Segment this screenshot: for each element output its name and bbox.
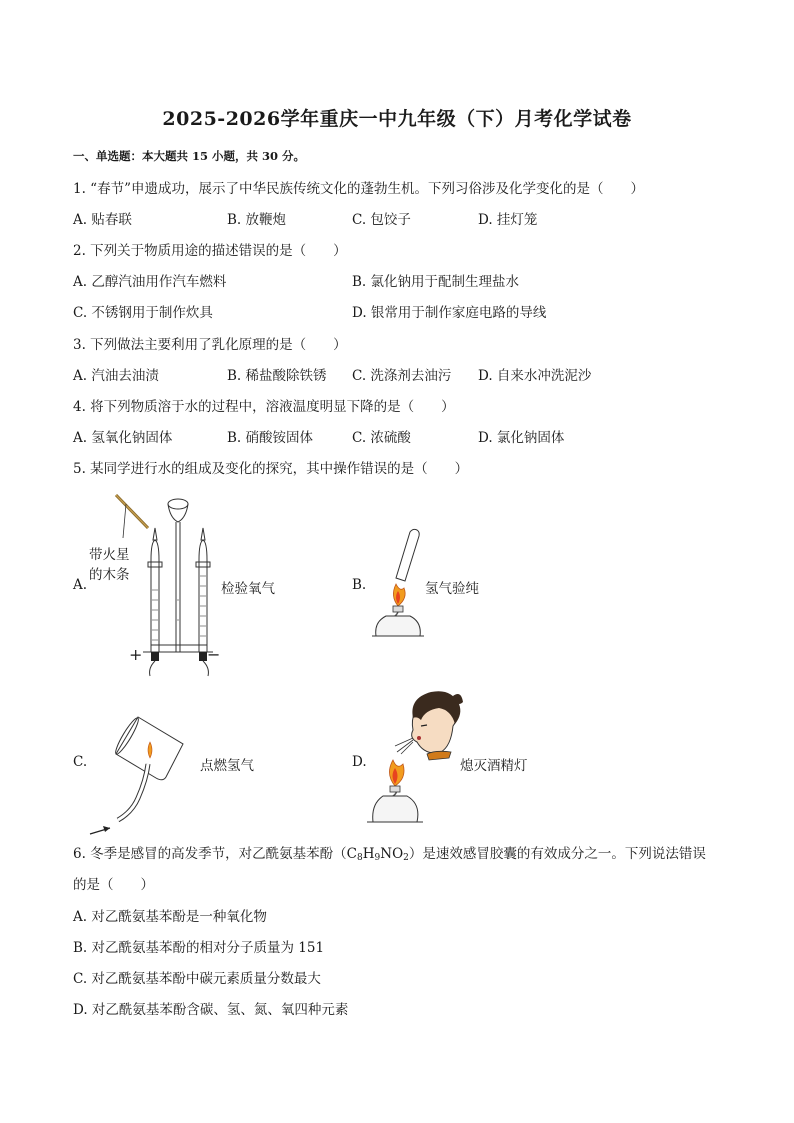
question-5-option-d-letter[interactable]: D. (352, 754, 367, 770)
glowing-splint-label-line1: 带火星 (89, 547, 130, 563)
question-6-stem-pre: 6. 冬季是感冒的高发季节，对乙酰氨基苯酚（C (73, 846, 358, 862)
formula-no: NO (380, 846, 404, 862)
question-5-stem: 5. 某同学进行水的组成及变化的探究，其中操作错误的是（ ） (73, 461, 469, 477)
question-1-stem: 1. “春节”申遗成功，展示了中华民族传统文化的蓬勃生机。下列习俗涉及化学变化的是（ ） (73, 181, 644, 197)
section-heading: 一、单选题：本大题共 15 小题，共 30 分。 (73, 149, 306, 163)
question-1-option-c[interactable]: C. 包饺子 (352, 212, 411, 228)
question-2-stem: 2. 下列关于物质用途的描述错误的是（ ） (73, 243, 347, 259)
question-4-option-b[interactable]: B. 硝酸铵固体 (227, 430, 314, 446)
question-1-option-b[interactable]: B. 放鞭炮 (227, 212, 287, 228)
question-6-option-b[interactable]: B. 对乙酰氨基苯酚的相对分子质量为 151 (73, 940, 325, 956)
question-5-option-b-caption: 氢气验纯 (425, 581, 479, 597)
question-4-option-a[interactable]: A. 氢氧化钠固体 (73, 430, 173, 446)
question-4-stem: 4. 将下列物质溶于水的过程中，溶液温度明显下降的是（ ） (73, 399, 455, 415)
question-6-option-d[interactable]: D. 对乙酰氨基苯酚含碳、氢、氮、氧四种元素 (73, 1002, 349, 1018)
question-2-option-b[interactable]: B. 氯化钠用于配制生理盐水 (352, 274, 520, 290)
hydrogen-purity-test-figure (368, 526, 428, 644)
question-2-option-d[interactable]: D. 银常用于制作家庭电路的导线 (352, 305, 547, 321)
question-5-option-c-caption: 点燃氢气 (200, 758, 254, 774)
ignite-hydrogen-figure (88, 712, 203, 837)
positive-electrode-sign: + (129, 645, 143, 664)
question-1-option-a[interactable]: A. 贴春联 (73, 212, 132, 228)
question-6-option-a[interactable]: A. 对乙酰氨基苯酚是一种氧化物 (73, 909, 267, 925)
formula-c-subscript: 8 (357, 853, 363, 863)
question-3-option-d[interactable]: D. 自来水冲洗泥沙 (478, 368, 592, 384)
question-5-option-b-letter[interactable]: B. (352, 577, 367, 593)
question-1-option-d[interactable]: D. 挂灯笼 (478, 212, 538, 228)
question-6-stem-line1 (73, 842, 706, 863)
question-6-stem-line2: 的是（ ） (73, 877, 154, 893)
question-4-option-d[interactable]: D. 氯化钠固体 (478, 430, 565, 446)
glowing-splint-label-line2: 的木条 (89, 567, 130, 583)
question-6-option-c[interactable]: C. 对乙酰氨基苯酚中碳元素质量分数最大 (73, 971, 321, 987)
question-5-option-a-caption: 检验氧气 (221, 581, 275, 597)
question-5-option-c-letter[interactable]: C. (73, 754, 88, 770)
negative-electrode-sign: − (207, 645, 221, 664)
question-3-option-a[interactable]: A. 汽油去油渍 (73, 368, 159, 384)
question-3-option-c[interactable]: C. 洗涤剂去油污 (352, 368, 452, 384)
question-4-option-c[interactable]: C. 浓硫酸 (352, 430, 411, 446)
question-2-option-a[interactable]: A. 乙醇汽油用作汽车燃料 (73, 274, 227, 290)
question-2-option-c[interactable]: C. 不锈钢用于制作炊具 (73, 305, 213, 321)
formula-h: H (362, 846, 375, 862)
page-title: 2025-2026学年重庆一中九年级（下）月考化学试卷 (162, 108, 632, 130)
question-3-stem: 3. 下列做法主要利用了乳化原理的是（ ） (73, 337, 347, 353)
question-6-stem-post: ）是速效感冒胶囊的有效成分之一。下列说法错误 (408, 846, 706, 862)
formula-o-subscript: 2 (403, 853, 409, 863)
extinguish-alcohol-lamp-figure (365, 690, 465, 830)
question-5-option-d-caption: 熄灭酒精灯 (460, 758, 528, 774)
question-5-option-a-letter[interactable]: A. (73, 577, 88, 593)
question-3-option-b[interactable]: B. 稀盐酸除铁锈 (227, 368, 327, 384)
formula-h-subscript: 9 (374, 853, 381, 863)
